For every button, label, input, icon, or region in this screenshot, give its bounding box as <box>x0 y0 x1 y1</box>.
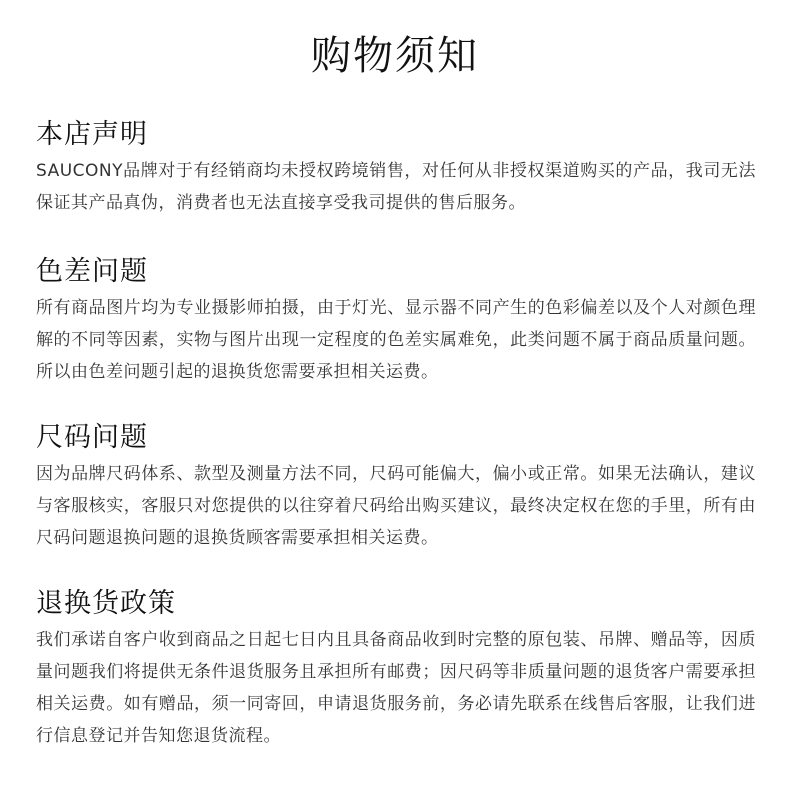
section-heading-size-issue: 尺码问题 <box>36 422 148 453</box>
section-body-store-statement: SAUCONY品牌对于有经销商均未授权跨境销售，对任何从非授权渠道购买的产品，我司无法保证其产品真伪，消费者也无法直接享受我司提供的售后服务。 <box>36 161 756 213</box>
section-body-color-difference: 所有商品图片均为专业摄影师拍摄，由于灯光、显示器不同产生的色彩偏差以及个人对颜色理解的不同等因素，实物与图片出现一定程度的色差实属难免，此类问题不属于商品质量问题。所以由色差问题引起的退换货您需要承担相关运费。 <box>36 298 756 382</box>
section-color-difference <box>36 254 756 388</box>
section-store-statement <box>36 117 756 219</box>
section-heading-return-policy: 退换货政策 <box>36 588 176 619</box>
section-body-return-policy: 我们承诺自客户收到商品之日起七日内且具备商品收到时完整的原包装、吊牌、赠品等，因质量问题我们将提供无条件退货服务且承担所有邮费；因尺码等非质量问题的退货客户需要承担相关运费。如有赠品，须一同寄回，申请退货服务前，务必请先联系在线售后客服，让我们进行信息登记并告知您退货流程。 <box>36 630 756 746</box>
section-heading-store-statement: 本店声明 <box>36 119 148 150</box>
page-title: 购物须知 <box>311 33 479 79</box>
section-size-issue <box>36 420 756 554</box>
section-body-size-issue: 因为品牌尺码体系、款型及测量方法不同，尺码可能偏大，偏小或正常。如果无法确认，建议与客服核实，客服只对您提供的以往穿着尺码给出购买建议，最终决定权在您的手里，所有由尺码问题退换问题的退换货顾客需要承担相关运费。 <box>36 464 756 548</box>
section-return-policy <box>36 586 756 752</box>
section-heading-color-difference: 色差问题 <box>36 256 148 287</box>
